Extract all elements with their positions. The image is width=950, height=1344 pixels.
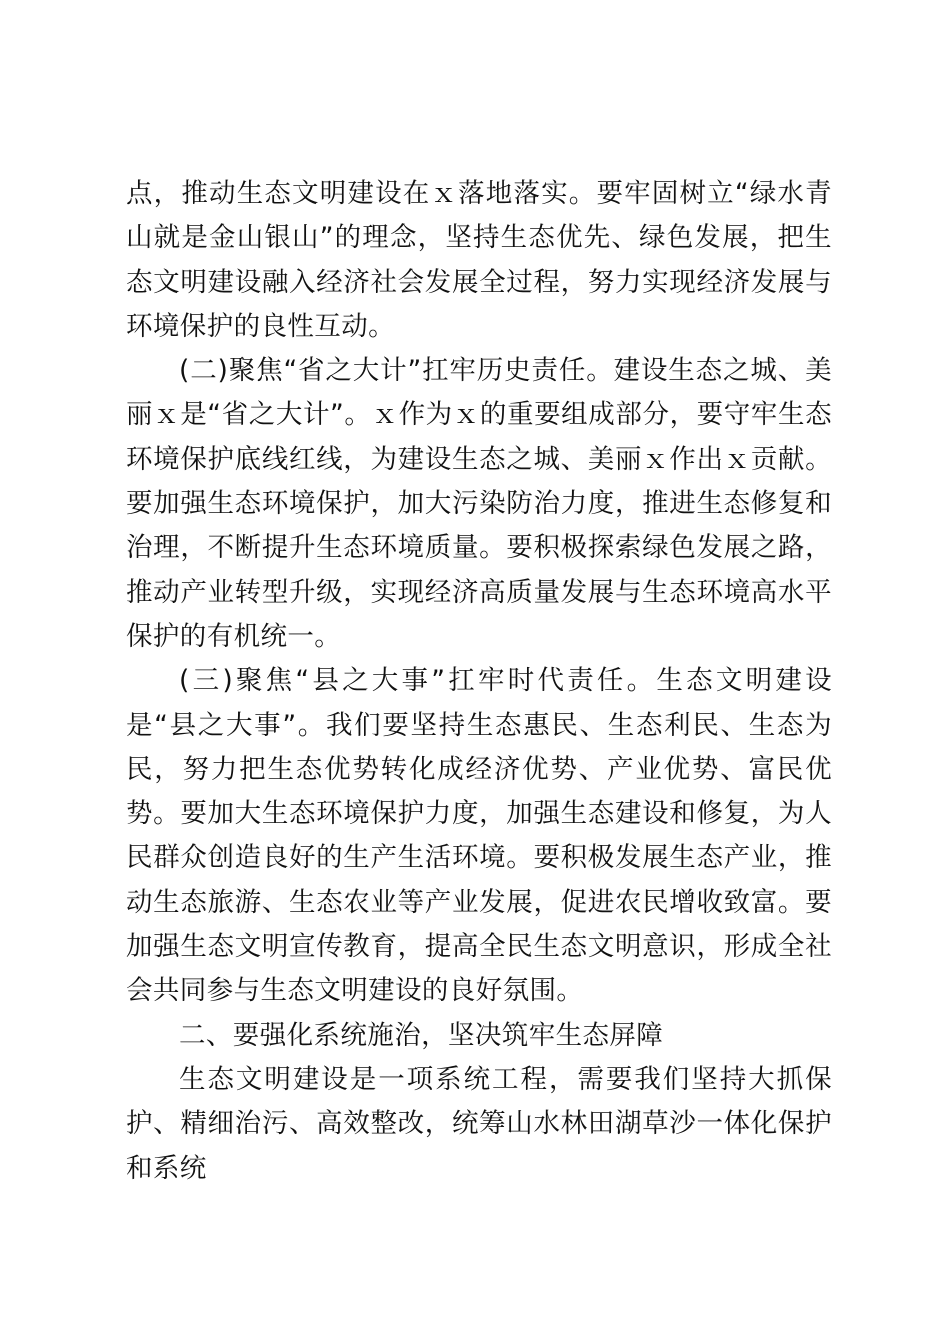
paragraph-county-affair: (三)聚焦“县之大事”扛牢时代责任。生态文明建设是“县之大事”。我们要坚持生态惠民、生态利民、生态为民，努力把生态优势转化成经济优势、产业优势、富民优势。要加大生态环境保护力度，加强生态建设和修复，为人民群众创造良好的生产生活环境。要积极发展生态产业，推动生态旅游、生态农业等产业发展，促进农民增收致富。要加强生态文明宣传教育，提高全民生态文明意识，形成全社会共同参与生态文明建设的良好氛围。 [126, 665, 832, 1007]
paragraph-systems-engineering: 生态文明建设是一项系统工程，需要我们坚持大抓保护、精细治污、高效整改，统筹山水林田湖草沙一体化保护和系统 [126, 1063, 832, 1184]
document-body [126, 172, 832, 1191]
paragraph-continuation: 点，推动生态文明建设在ｘ落地落实。要牢固树立“绿水青山就是金山银山”的理念，坚持生态优先、绿色发展，把生态文明建设融入经济社会发展全过程，努力实现经济发展与环境保护的良性互动。 [126, 178, 832, 342]
paragraph-provincial-plan: (二)聚焦“省之大计”扛牢历史责任。建设生态之城、美丽ｘ是“省之大计”。ｘ作为ｘ的重要组成部分，要守牢生态环境保护底线红线，为建设生态之城、美丽ｘ作出ｘ贡献。要加强生态环境保护，加大污染防治力度，推进生态修复和治理，不断提升生态环境质量。要积极探索绿色发展之路，推动产业转型升级，实现经济高质量发展与生态环境高水平保护的有机统一。 [126, 355, 832, 652]
section-heading-two: 二、要强化系统施治，坚决筑牢生态屏障 [179, 1019, 664, 1051]
